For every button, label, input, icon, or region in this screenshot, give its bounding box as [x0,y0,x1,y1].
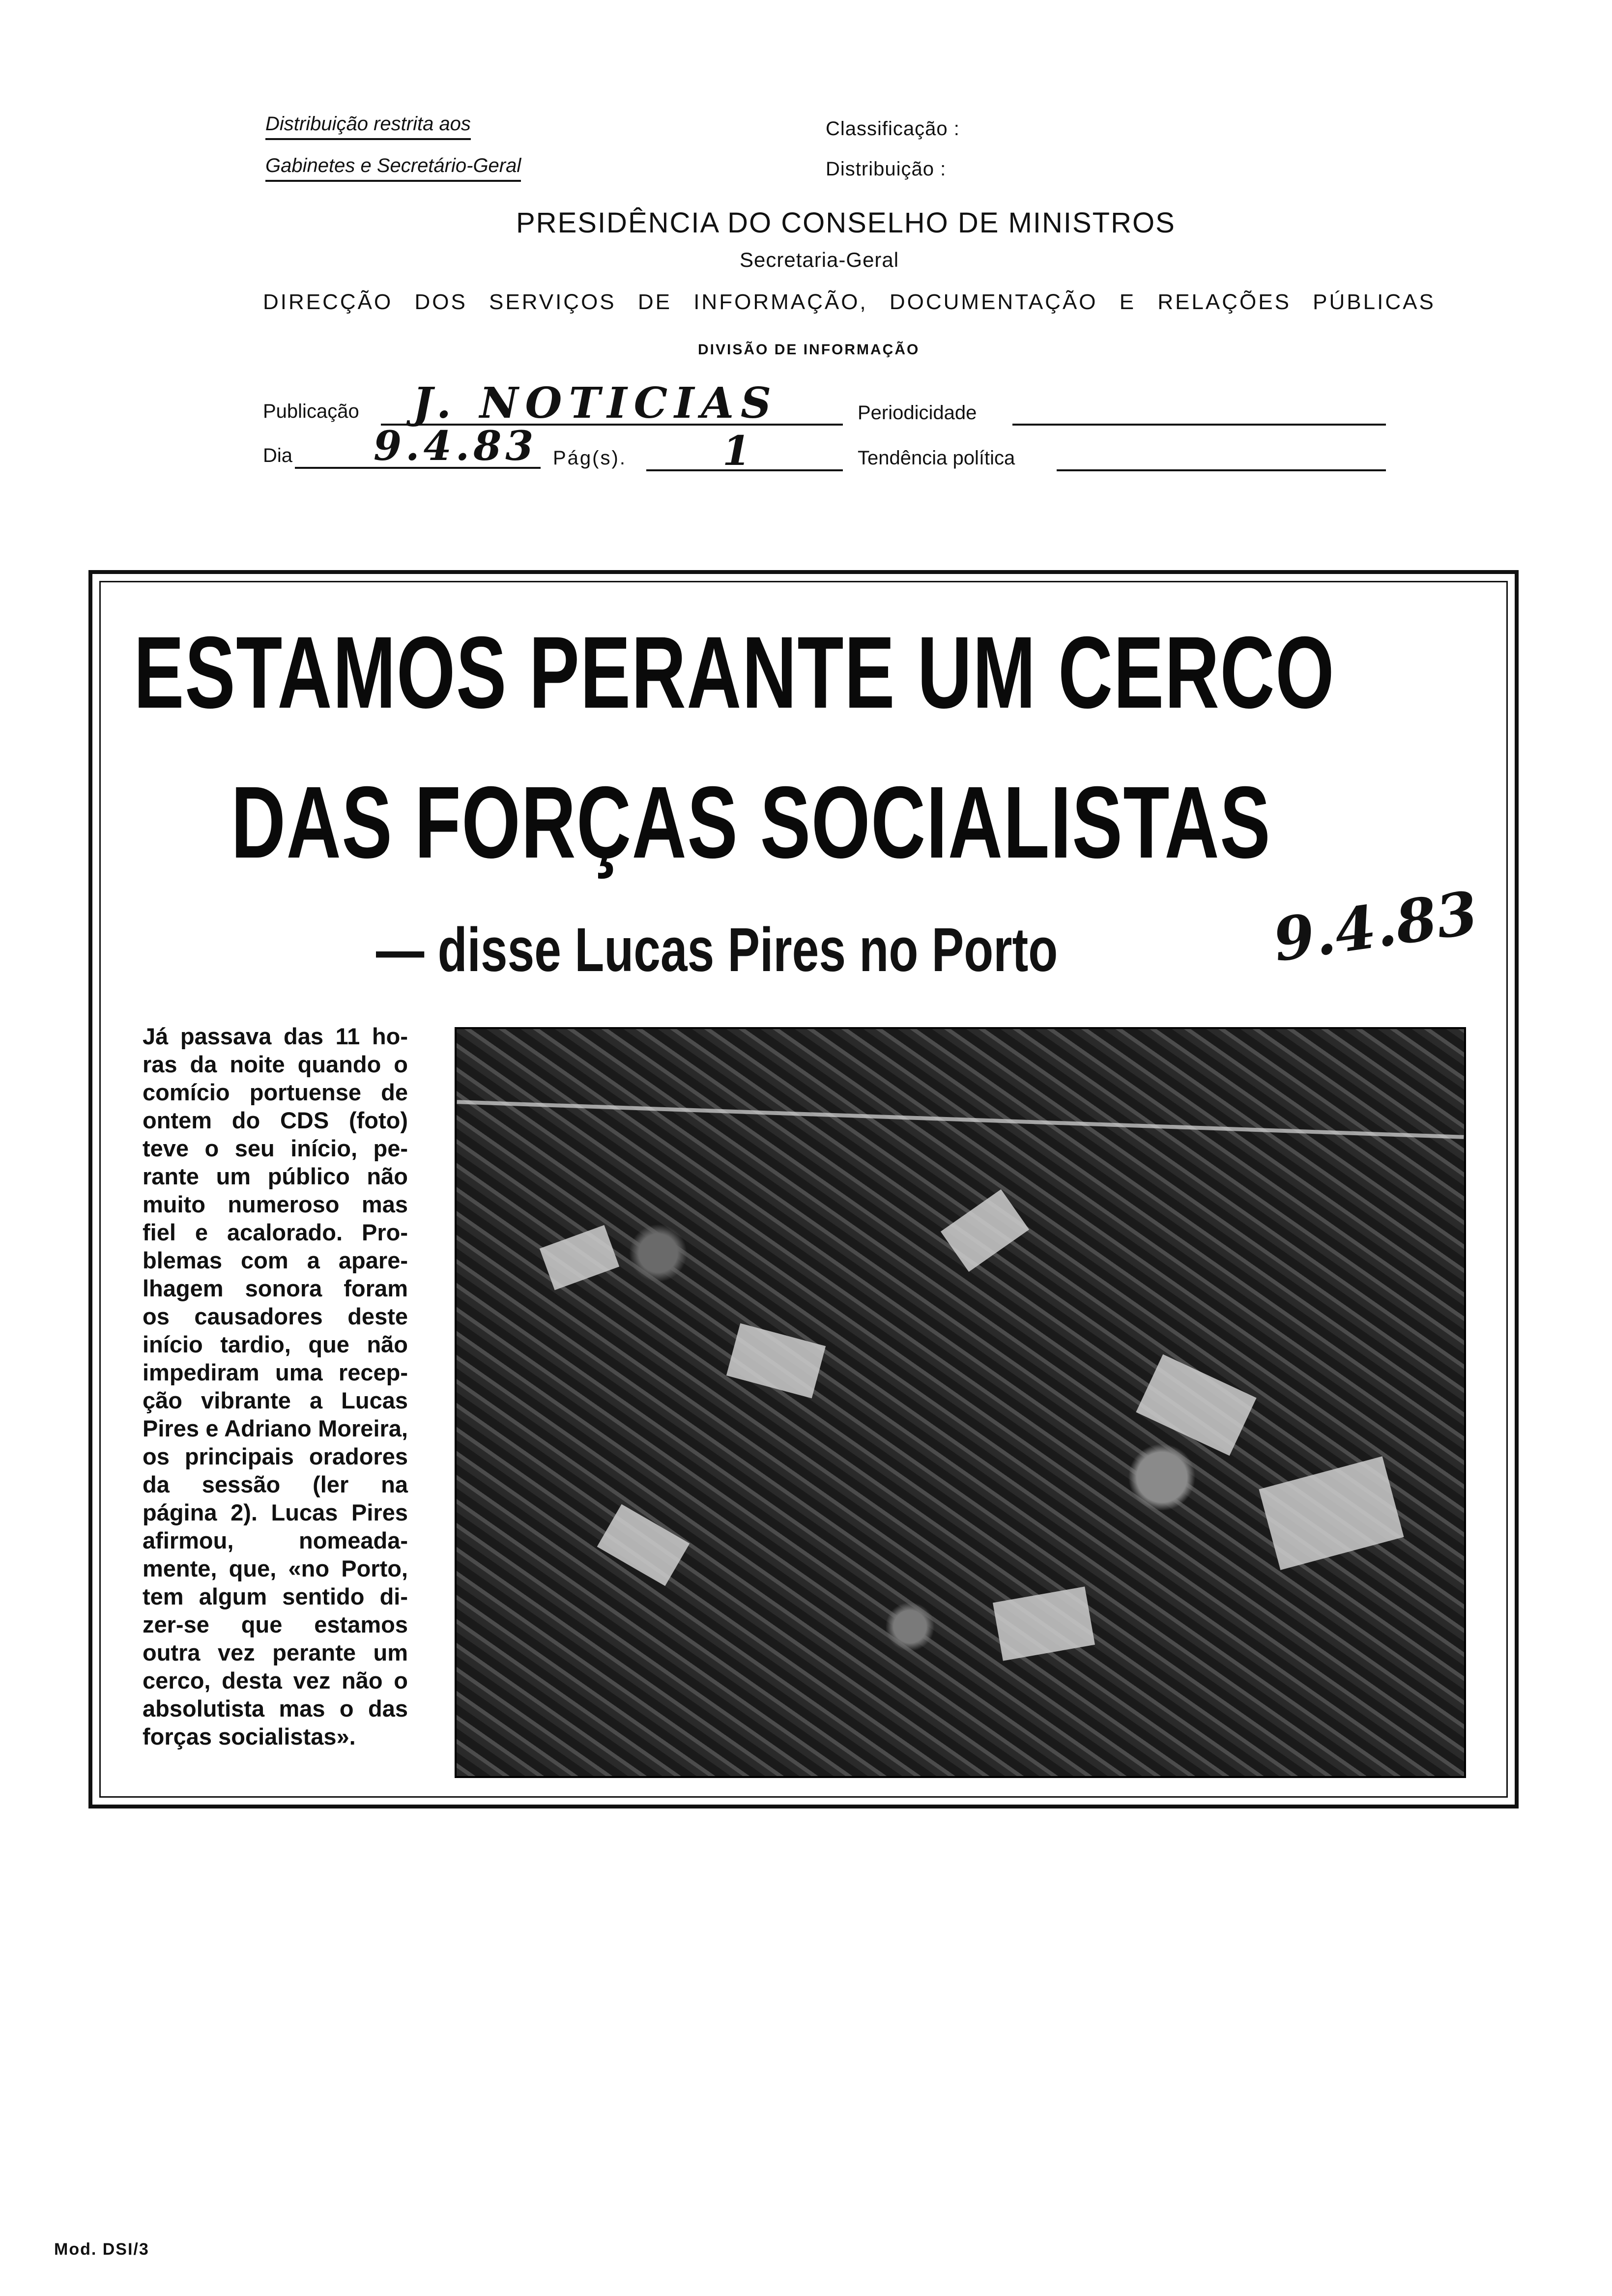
publication-label: Publicação [263,401,359,422]
publication-handwritten: J. NOTICIAS [413,378,778,428]
photo-flag [597,1504,690,1586]
periodicity-line [1012,424,1386,426]
photo-flag [726,1323,826,1399]
secretariat-title: Secretaria-Geral [740,248,899,271]
day-label: Dia [263,445,293,466]
photo-flag [540,1225,619,1290]
tendency-label: Tendência política [858,447,1015,469]
photo-flag [941,1189,1029,1272]
subheadline: — disse Lucas Pires no Porto [376,915,1058,984]
photo-flag [1259,1456,1404,1570]
article-body: Já passava das 11 horas da noite quando o comício portuense de ontem do CDS (foto) teve o seu início, perante um público não muito numeroso mas fiel e acalorado. Problemas com a aparelhagem sonora foram os causadores deste início tardio, que não impediram uma recepção vibrante a Lucas Pires e Adriano Moreira, os principais oradores da sessão (ler na página 2). Lucas Pires afirmou, nomeadamente, que, «no Porto, tem algum sentido dizer-se que estamos outra vez perante um cerco, desta vez não o absolutista mas o das forças socialistas». [143,1023,408,1750]
photo-flag [993,1586,1095,1661]
restricted-line-2: Gabinetes e Secretário-Geral [265,155,521,182]
restricted-distribution-note [265,113,521,182]
handwritten-date-note: 9.4.83 [1269,878,1482,976]
pages-handwritten: 1 [722,428,751,475]
form-code: Mod. DSI/3 [54,2240,149,2259]
pages-label: Pág(s). [553,447,627,469]
classification-label: Classificação : [826,118,960,140]
periodicity-label: Periodicidade [858,402,977,424]
photo-banner [457,1100,1464,1139]
headline-line-1: ESTAMOS PERANTE UM CERCO [134,616,1335,730]
day-handwritten: 9.4.83 [374,423,538,470]
institution-title: PRESIDÊNCIA DO CONSELHO DE MINISTROS [516,207,1176,239]
restricted-line-1: Distribuição restrita aos [265,113,471,140]
rally-crowd-photo [455,1027,1466,1778]
distribution-label: Distribuição : [826,158,947,180]
division-title: DIVISÃO DE INFORMAÇÃO [698,342,920,358]
tendency-line [1057,469,1386,471]
department-title: DIRECÇÃO DOS SERVIÇOS DE INFORMAÇÃO, DOCUMENTAÇÃO E RELAÇÕES PÚBLICAS [263,290,1436,314]
headline-line-2: DAS FORÇAS SOCIALISTAS [231,766,1271,880]
photo-flag [1136,1354,1256,1456]
